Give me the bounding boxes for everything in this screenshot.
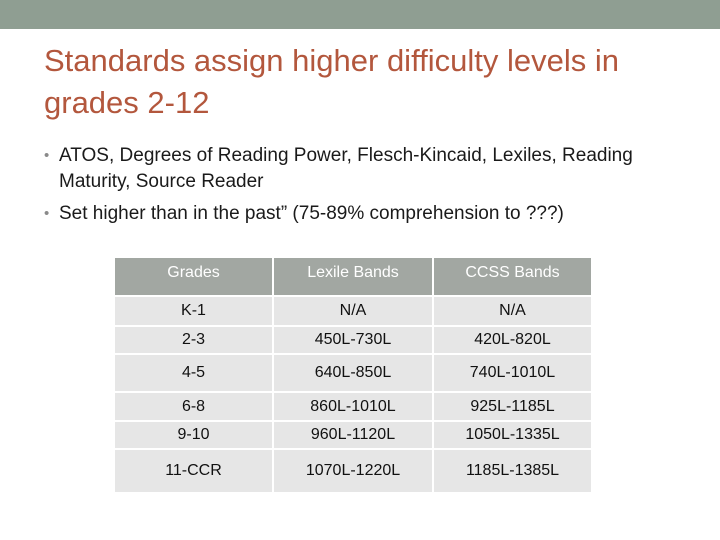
lexile-cell: 640L-850L (273, 354, 433, 392)
lexile-cell: 1070L-1220L (273, 449, 433, 493)
table-row (115, 421, 591, 449)
table-row (115, 449, 591, 493)
ccss-cell: 1050L-1335L (433, 421, 591, 449)
grade-cell: K-1 (115, 296, 273, 326)
grade-cell: 2-3 (115, 326, 273, 354)
top-accent-bar (0, 0, 720, 29)
slide-title: Standards assign higher difficulty levels in grades 2-12 (44, 43, 619, 120)
lexile-cell: 860L-1010L (273, 392, 433, 421)
bullet-text: Set higher than in the past” (75-89% comprehension to ???) (59, 203, 564, 224)
table-row (115, 392, 591, 421)
bullet-list (44, 143, 694, 233)
lexile-cell: 450L-730L (273, 326, 433, 354)
table-header-row (115, 258, 591, 296)
table-row (115, 296, 591, 326)
bullet-item (44, 143, 694, 195)
header-lexile-bands: Lexile Bands (273, 258, 433, 296)
bullet-item (44, 201, 694, 227)
table-row (115, 326, 591, 354)
bullet-dot-icon: • (44, 147, 50, 164)
ccss-cell: 420L-820L (433, 326, 591, 354)
lexile-bands-table (115, 258, 591, 494)
grade-cell: 6-8 (115, 392, 273, 421)
ccss-cell: 740L-1010L (433, 354, 591, 392)
bullet-text: ATOS, Degrees of Reading Power, Flesch-Kincaid, Lexiles, Reading Maturity, Source Reader (59, 145, 633, 192)
lexile-cell: N/A (273, 296, 433, 326)
header-grades: Grades (115, 258, 273, 296)
bullet-dot-icon: • (44, 205, 50, 222)
header-ccss-bands: CCSS Bands (433, 258, 591, 296)
grade-cell: 4-5 (115, 354, 273, 392)
table-row (115, 354, 591, 392)
grade-cell: 11-CCR (115, 449, 273, 493)
ccss-cell: 925L-1185L (433, 392, 591, 421)
grade-cell: 9-10 (115, 421, 273, 449)
lexile-cell: 960L-1120L (273, 421, 433, 449)
ccss-cell: N/A (433, 296, 591, 326)
ccss-cell: 1185L-1385L (433, 449, 591, 493)
